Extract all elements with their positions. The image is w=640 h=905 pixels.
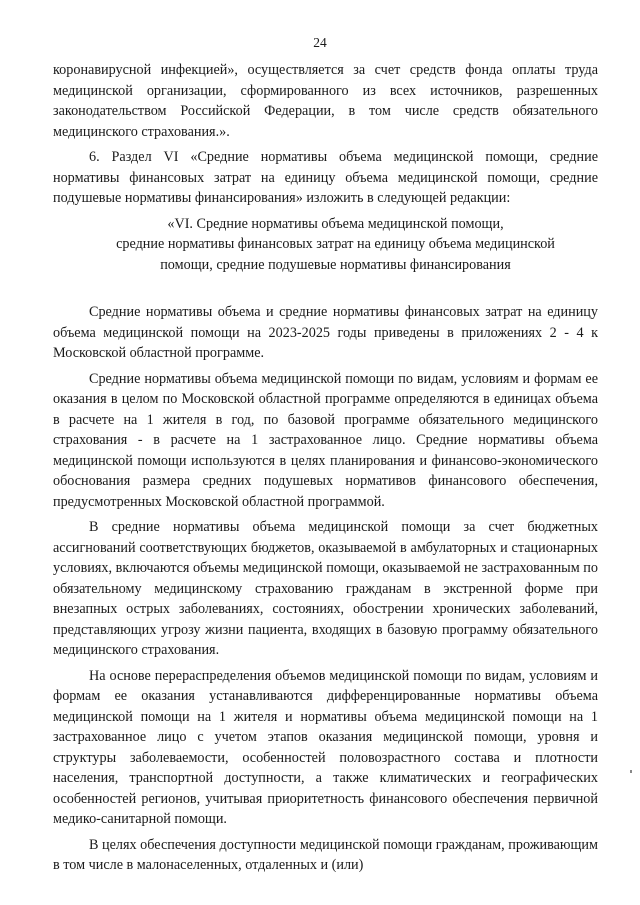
- paragraph-redistribution: На основе перераспределения объемов медицинской помощи по видам, условиям и формам ее оказания устанавливаются дифференцированные нормативы объема медицинской помощи на 1 жителя и нормативы объема медицинской помощи на 1 застрахованное лицо с учетом этапов оказания медицинской помощи, уровня и структуры заболеваемости, особенностей половозрастного состава и плотности населения, транспортной доступности, а также климатических и географических особенностей регионов, учитывая приоритетность финансового обеспечения первичной медико-санитарной помощи.: [53, 667, 598, 827]
- paragraph-amendment-6: 6. Раздел VI «Средние нормативы объема медицинской помощи, средние нормативы финансовых затрат на единицу объема медицинской помощи, средние подушевые нормативы финансирования» изложить в следующей редакции:: [53, 149, 598, 206]
- section-heading-line-1: «VI. Средние нормативы объема медицинской помощи,: [167, 215, 504, 232]
- section-heading: [53, 214, 598, 276]
- scan-speck: [630, 770, 632, 773]
- paragraph-continuation: коронавирусной инфекцией», осуществляется за счет средств фонда оплаты труда медицинской организации, сформированного из всех источников, разрешенных законодательством Российской Федерации, в том числе средств обязательного медицинского страхования.».: [53, 62, 598, 140]
- section-heading-line-3: помощи, средние подушевые нормативы финансирования: [160, 256, 511, 273]
- paragraph-norms-by-type: Средние нормативы объема медицинской помощи по видам, условиям и формам ее оказания в целом по Московской областной программе определяются в единицах объема в расчете на 1 жителя в год, по базовой программе обязательного медицинского страхования - в расчете на 1 застрахованное лицо. Средние нормативы объема медицинской помощи используются в целях планирования и финансово-экономического обоснования размера средних подушевых нормативов финансового обеспечения, предусмотренных Московской областной программой.: [53, 370, 598, 510]
- paragraph-accessibility: В целях обеспечения доступности медицинской помощи гражданам, проживающим в том числе в малонаселенных, отдаленных и (или): [53, 836, 598, 873]
- section-heading-line-2: средние нормативы финансовых затрат на единицу объема медицинской: [116, 236, 555, 252]
- paragraph-norms-appendix: Средние нормативы объема и средние нормативы финансовых затрат на единицу объема медицинской помощи на 2023-2025 годы приведены в приложениях 2 - 4 к Московской областной программе.: [53, 304, 598, 361]
- document-body: [53, 60, 598, 876]
- page-number: 24: [313, 35, 327, 50]
- paragraph-budget-allocations: В средние нормативы объема медицинской помощи за счет бюджетных ассигнований соответствующих бюджетов, оказываемой в амбулаторных и стационарных условиях, включаются объемы медицинской помощи, оказываемой не застрахованным по обязательному медицинскому страхованию гражданам в экстренной форме при внезапных острых заболеваниях, состояниях, обострении хронических заболеваний, представляющих угрозу жизни пациента, входящих в базовую программу обязательного медицинского страхования.: [53, 519, 598, 658]
